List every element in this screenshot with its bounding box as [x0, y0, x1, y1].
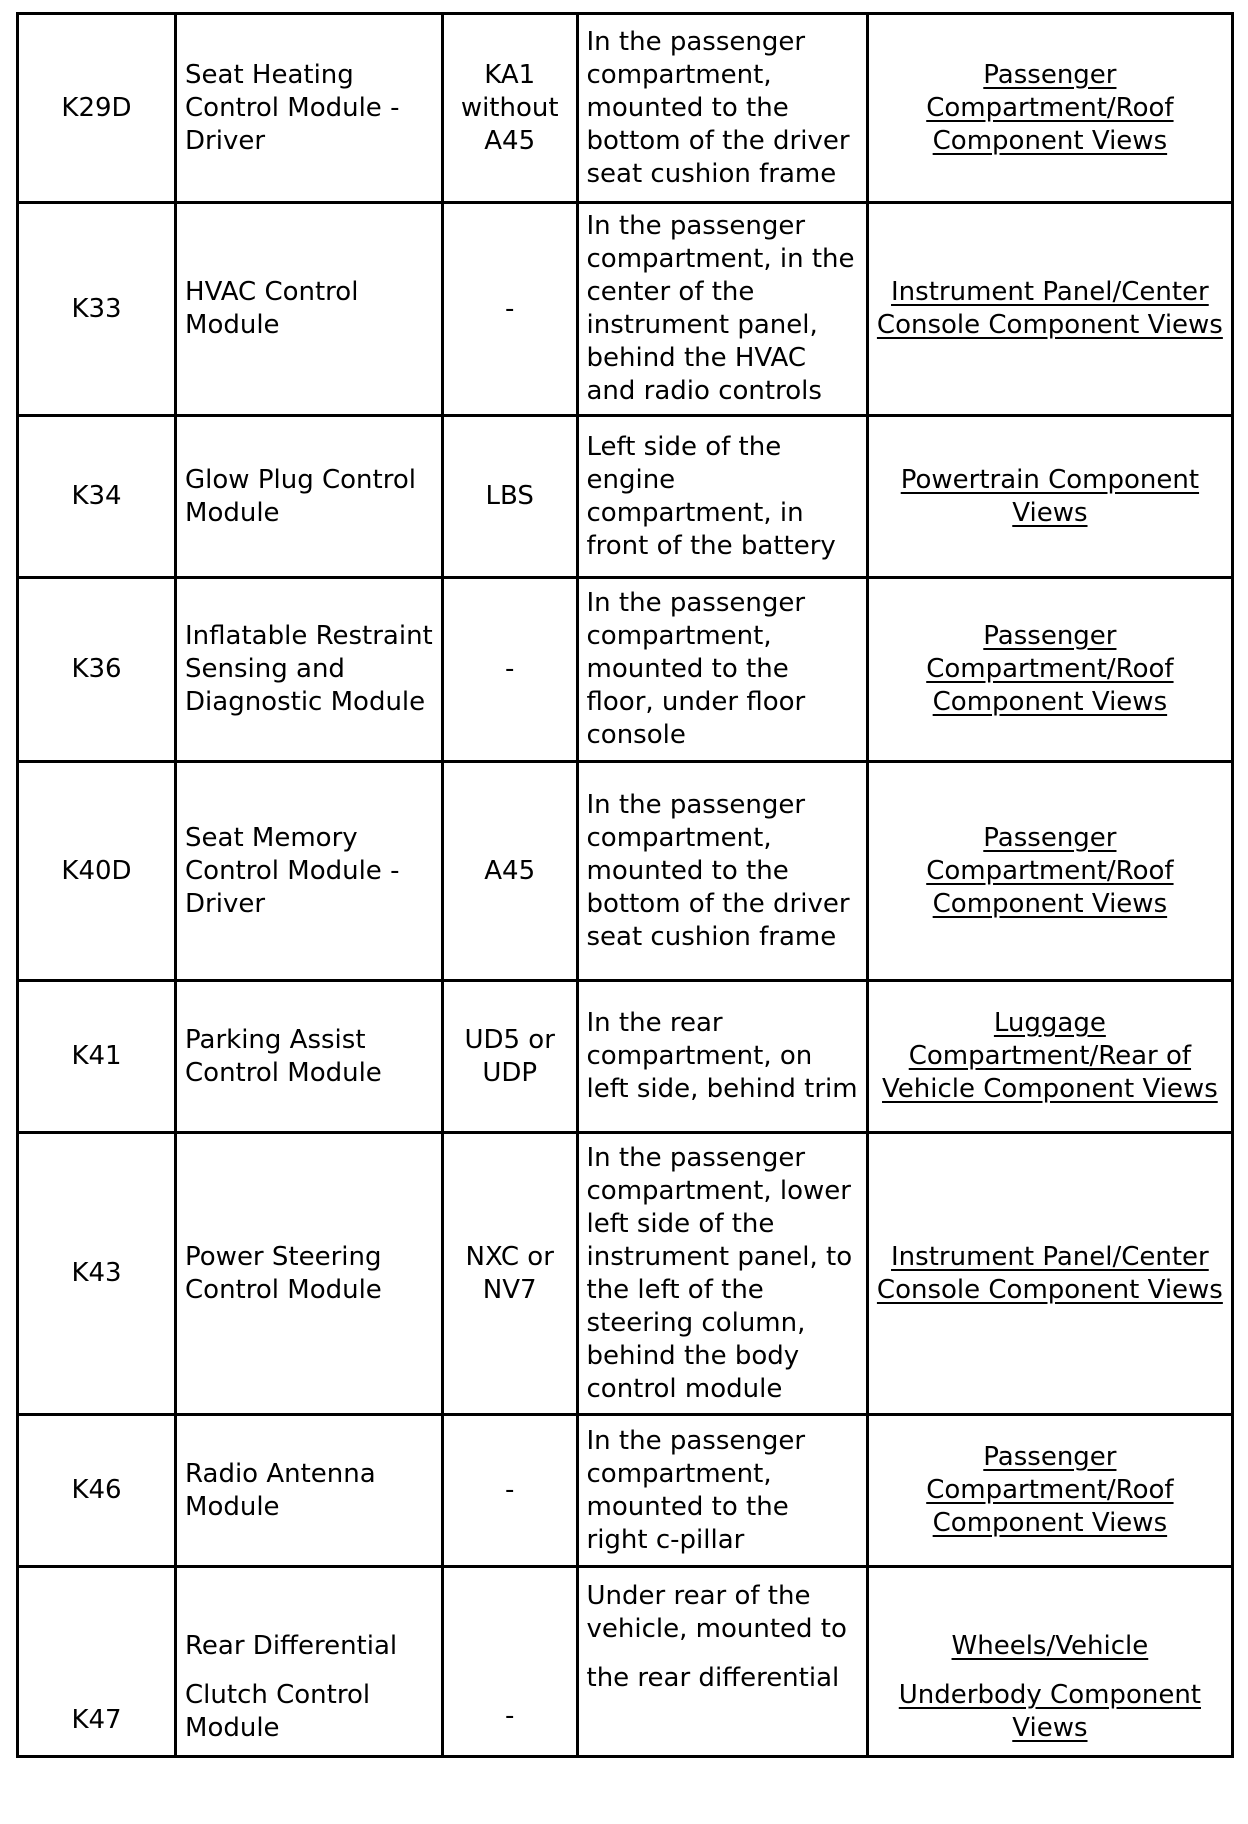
- view-cell: [867, 762, 1232, 981]
- view-cell: [867, 1415, 1232, 1567]
- component-location: Left side of the engine compartment, in front of the battery: [577, 416, 867, 578]
- component-id: K33: [18, 203, 176, 416]
- table-row: [18, 1133, 1233, 1415]
- component-name-line-2: Clutch Control Module: [185, 1680, 371, 1743]
- component-location: In the passenger compartment, in the center of the instrument panel, behind the HVAC and radio controls: [577, 203, 867, 416]
- view-cell: [867, 578, 1232, 762]
- option-code: -: [442, 203, 577, 416]
- component-location: In the passenger compartment, mounted to the right c-pillar: [577, 1415, 867, 1567]
- component-locator-table: [16, 12, 1234, 1758]
- option-code: A45: [442, 762, 577, 981]
- option-code: UD5 or UDP: [442, 981, 577, 1133]
- component-name-line-1: Rear Differential: [185, 1631, 398, 1661]
- component-name: [176, 1567, 443, 1757]
- component-view-link[interactable]: Luggage Compartment/Rear of Vehicle Component Views: [882, 1008, 1218, 1104]
- view-cell: [867, 981, 1232, 1133]
- component-name: Inflatable Restraint Sensing and Diagnostic Module: [176, 578, 443, 762]
- component-view-link[interactable]: Passenger Compartment/Roof Component Views: [926, 1442, 1174, 1538]
- component-name: Glow Plug Control Module: [176, 416, 443, 578]
- table-row: [18, 416, 1233, 578]
- option-code: NXC or NV7: [442, 1133, 577, 1415]
- view-cell: [867, 14, 1232, 203]
- table-row: [18, 762, 1233, 981]
- component-name: Seat Heating Control Module - Driver: [176, 14, 443, 203]
- table-row: [18, 14, 1233, 203]
- table-row: [18, 203, 1233, 416]
- component-id: K40D: [18, 762, 176, 981]
- option-code: -: [442, 578, 577, 762]
- component-location: In the passenger compartment, mounted to the floor, under floor console: [577, 578, 867, 762]
- component-id: K41: [18, 981, 176, 1133]
- component-name: Seat Memory Control Module - Driver: [176, 762, 443, 981]
- component-name: Radio Antenna Module: [176, 1415, 443, 1567]
- component-name: Parking Assist Control Module: [176, 981, 443, 1133]
- component-view-link[interactable]: Passenger Compartment/Roof Component Views: [926, 59, 1174, 156]
- view-cell: [867, 1133, 1232, 1415]
- option-code: KA1 without A45: [442, 14, 577, 203]
- component-view-link[interactable]: Passenger Compartment/Roof Component Views: [926, 822, 1174, 919]
- component-id: K29D: [18, 14, 176, 203]
- option-code: -: [442, 1567, 577, 1757]
- component-view-link[interactable]: Instrument Panel/Center Console Component Views: [876, 1241, 1223, 1305]
- component-view-link-line-1[interactable]: Wheels/Vehicle: [951, 1631, 1149, 1661]
- table-row: [18, 1567, 1233, 1757]
- table-row: [18, 1415, 1233, 1567]
- view-cell: [867, 203, 1232, 416]
- view-cell: [867, 416, 1232, 578]
- component-location-line-1: Under rear of the vehicle, mounted to: [586, 1581, 847, 1644]
- component-name: HVAC Control Module: [176, 203, 443, 416]
- component-location-line-2: the rear differential: [586, 1663, 840, 1693]
- option-code: -: [442, 1415, 577, 1567]
- component-id: K47: [18, 1567, 176, 1757]
- component-view-link-line-2[interactable]: Underbody Component Views: [898, 1680, 1201, 1743]
- component-location: In the passenger compartment, lower left side of the instrument panel, to the left of the steering column, behind the body control module: [577, 1133, 867, 1415]
- option-code: LBS: [442, 416, 577, 578]
- table-row: [18, 981, 1233, 1133]
- component-location: In the rear compartment, on left side, behind trim: [577, 981, 867, 1133]
- component-id: K36: [18, 578, 176, 762]
- component-id: K34: [18, 416, 176, 578]
- component-view-link[interactable]: Instrument Panel/Center Console Component Views: [876, 277, 1223, 340]
- component-location: In the passenger compartment, mounted to the bottom of the driver seat cushion frame: [577, 762, 867, 981]
- component-id: K43: [18, 1133, 176, 1415]
- view-cell: [867, 1567, 1232, 1757]
- component-location: In the passenger compartment, mounted to the bottom of the driver seat cushion frame: [577, 14, 867, 203]
- component-view-link[interactable]: Passenger Compartment/Roof Component Views: [926, 621, 1174, 717]
- component-name: Power Steering Control Module: [176, 1133, 443, 1415]
- component-id: K46: [18, 1415, 176, 1567]
- component-view-link[interactable]: Powertrain Component Views: [900, 464, 1200, 528]
- table-row: [18, 578, 1233, 762]
- component-location: [577, 1567, 867, 1757]
